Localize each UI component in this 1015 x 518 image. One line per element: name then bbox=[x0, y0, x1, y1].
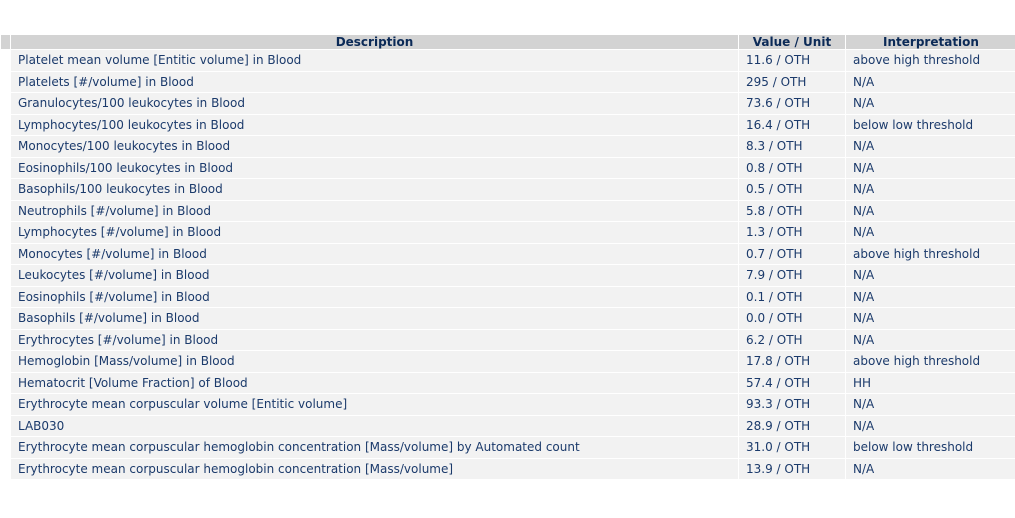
table-row bbox=[1, 50, 1015, 71]
table-header-row bbox=[1, 35, 1015, 49]
cell-description: Basophils/100 leukocytes in Blood bbox=[11, 179, 738, 200]
table-row bbox=[1, 459, 1015, 480]
cell-interpretation: N/A bbox=[846, 222, 1015, 243]
table-row bbox=[1, 136, 1015, 157]
cell-value-unit: 0.8 / OTH bbox=[739, 158, 845, 179]
cell-value-unit: 28.9 / OTH bbox=[739, 416, 845, 437]
cell-value-unit: 0.1 / OTH bbox=[739, 287, 845, 308]
cell-interpretation: below low threshold bbox=[846, 437, 1015, 458]
row-spacer bbox=[1, 437, 10, 458]
cell-description: Neutrophils [#/volume] in Blood bbox=[11, 201, 738, 222]
row-spacer bbox=[1, 158, 10, 179]
cell-value-unit: 11.6 / OTH bbox=[739, 50, 845, 71]
row-spacer bbox=[1, 416, 10, 437]
cell-description: Monocytes [#/volume] in Blood bbox=[11, 244, 738, 265]
header-spacer bbox=[1, 35, 10, 49]
table-body bbox=[1, 50, 1015, 479]
cell-interpretation: N/A bbox=[846, 136, 1015, 157]
cell-description: Monocytes/100 leukocytes in Blood bbox=[11, 136, 738, 157]
row-spacer bbox=[1, 222, 10, 243]
cell-description: Erythrocyte mean corpuscular volume [Entitic volume] bbox=[11, 394, 738, 415]
cell-description: Erythrocytes [#/volume] in Blood bbox=[11, 330, 738, 351]
cell-value-unit: 7.9 / OTH bbox=[739, 265, 845, 286]
row-spacer bbox=[1, 50, 10, 71]
table-row bbox=[1, 265, 1015, 286]
cell-description: Lymphocytes [#/volume] in Blood bbox=[11, 222, 738, 243]
cell-value-unit: 0.5 / OTH bbox=[739, 179, 845, 200]
cell-value-unit: 0.0 / OTH bbox=[739, 308, 845, 329]
row-spacer bbox=[1, 201, 10, 222]
table-row bbox=[1, 416, 1015, 437]
cell-value-unit: 5.8 / OTH bbox=[739, 201, 845, 222]
cell-interpretation: N/A bbox=[846, 158, 1015, 179]
cell-description: Platelets [#/volume] in Blood bbox=[11, 72, 738, 93]
row-spacer bbox=[1, 330, 10, 351]
row-spacer bbox=[1, 93, 10, 114]
cell-interpretation: above high threshold bbox=[846, 351, 1015, 372]
cell-interpretation: N/A bbox=[846, 93, 1015, 114]
cell-description: Erythrocyte mean corpuscular hemoglobin concentration [Mass/volume] bbox=[11, 459, 738, 480]
table-row bbox=[1, 201, 1015, 222]
cell-value-unit: 16.4 / OTH bbox=[739, 115, 845, 136]
table-row bbox=[1, 287, 1015, 308]
cell-value-unit: 295 / OTH bbox=[739, 72, 845, 93]
cell-description: Lymphocytes/100 leukocytes in Blood bbox=[11, 115, 738, 136]
row-spacer bbox=[1, 179, 10, 200]
lab-results-table bbox=[0, 34, 1015, 480]
cell-interpretation: N/A bbox=[846, 179, 1015, 200]
cell-description: Hemoglobin [Mass/volume] in Blood bbox=[11, 351, 738, 372]
table-row bbox=[1, 394, 1015, 415]
cell-interpretation: HH bbox=[846, 373, 1015, 394]
table-row bbox=[1, 222, 1015, 243]
cell-value-unit: 17.8 / OTH bbox=[739, 351, 845, 372]
row-spacer bbox=[1, 287, 10, 308]
cell-value-unit: 1.3 / OTH bbox=[739, 222, 845, 243]
row-spacer bbox=[1, 351, 10, 372]
table-row bbox=[1, 308, 1015, 329]
cell-description: Leukocytes [#/volume] in Blood bbox=[11, 265, 738, 286]
cell-value-unit: 0.7 / OTH bbox=[739, 244, 845, 265]
cell-interpretation: N/A bbox=[846, 308, 1015, 329]
cell-interpretation: N/A bbox=[846, 72, 1015, 93]
cell-value-unit: 73.6 / OTH bbox=[739, 93, 845, 114]
cell-description: LAB030 bbox=[11, 416, 738, 437]
cell-interpretation: N/A bbox=[846, 330, 1015, 351]
table-row bbox=[1, 179, 1015, 200]
cell-description: Basophils [#/volume] in Blood bbox=[11, 308, 738, 329]
row-spacer bbox=[1, 244, 10, 265]
table-row bbox=[1, 72, 1015, 93]
cell-value-unit: 13.9 / OTH bbox=[739, 459, 845, 480]
table-row bbox=[1, 330, 1015, 351]
cell-value-unit: 93.3 / OTH bbox=[739, 394, 845, 415]
column-header-value-unit[interactable]: Value / Unit bbox=[739, 35, 845, 49]
cell-value-unit: 57.4 / OTH bbox=[739, 373, 845, 394]
cell-description: Eosinophils/100 leukocytes in Blood bbox=[11, 158, 738, 179]
lab-results-panel bbox=[0, 34, 1015, 480]
row-spacer bbox=[1, 115, 10, 136]
table-row bbox=[1, 158, 1015, 179]
cell-description: Hematocrit [Volume Fraction] of Blood bbox=[11, 373, 738, 394]
table-row bbox=[1, 244, 1015, 265]
cell-interpretation: N/A bbox=[846, 287, 1015, 308]
cell-interpretation: N/A bbox=[846, 394, 1015, 415]
cell-interpretation: N/A bbox=[846, 459, 1015, 480]
table-row bbox=[1, 115, 1015, 136]
cell-interpretation: N/A bbox=[846, 201, 1015, 222]
cell-description: Eosinophils [#/volume] in Blood bbox=[11, 287, 738, 308]
table-row bbox=[1, 93, 1015, 114]
cell-description: Erythrocyte mean corpuscular hemoglobin concentration [Mass/volume] by Automated count bbox=[11, 437, 738, 458]
row-spacer bbox=[1, 373, 10, 394]
cell-value-unit: 8.3 / OTH bbox=[739, 136, 845, 157]
table-row bbox=[1, 373, 1015, 394]
cell-value-unit: 31.0 / OTH bbox=[739, 437, 845, 458]
cell-interpretation: N/A bbox=[846, 416, 1015, 437]
cell-interpretation: below low threshold bbox=[846, 115, 1015, 136]
cell-description: Platelet mean volume [Entitic volume] in Blood bbox=[11, 50, 738, 71]
row-spacer bbox=[1, 265, 10, 286]
cell-description: Granulocytes/100 leukocytes in Blood bbox=[11, 93, 738, 114]
row-spacer bbox=[1, 136, 10, 157]
cell-interpretation: N/A bbox=[846, 265, 1015, 286]
row-spacer bbox=[1, 308, 10, 329]
column-header-interpretation[interactable]: Interpretation bbox=[846, 35, 1015, 49]
cell-value-unit: 6.2 / OTH bbox=[739, 330, 845, 351]
row-spacer bbox=[1, 394, 10, 415]
column-header-description[interactable]: Description bbox=[11, 35, 738, 49]
cell-interpretation: above high threshold bbox=[846, 50, 1015, 71]
row-spacer bbox=[1, 72, 10, 93]
row-spacer bbox=[1, 459, 10, 480]
table-row bbox=[1, 437, 1015, 458]
table-row bbox=[1, 351, 1015, 372]
cell-interpretation: above high threshold bbox=[846, 244, 1015, 265]
